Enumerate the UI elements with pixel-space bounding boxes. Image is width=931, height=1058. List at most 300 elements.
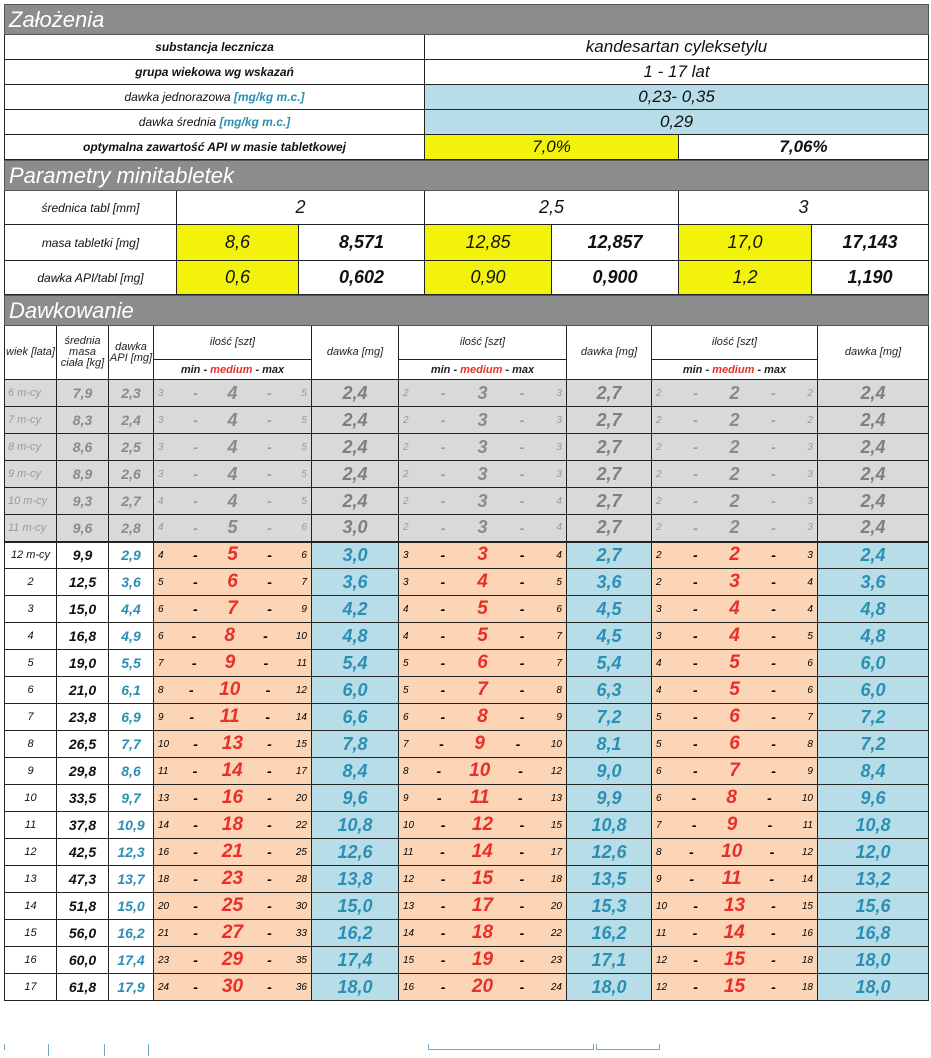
quantity-range-cell: [154, 704, 312, 731]
dash: -: [519, 844, 525, 860]
qty-max: 11: [296, 657, 307, 669]
quantity-range-cell: [399, 434, 567, 461]
table-row: [5, 677, 929, 704]
age-cell: 12 m-cy: [5, 542, 57, 569]
dash: -: [519, 925, 525, 941]
api-dose-cell: 6,9: [109, 704, 154, 731]
qty-min: 10: [403, 819, 415, 831]
qty-min: 16: [403, 981, 415, 993]
quantity-range-cell: [652, 515, 818, 542]
qty-min: 2: [656, 468, 662, 480]
qty-medium: 7: [729, 760, 740, 781]
age-cell: 4: [5, 623, 57, 650]
dose-cell: 8,4: [312, 758, 399, 785]
age-cell: 6 m-cy: [5, 380, 57, 407]
qty-medium: 5: [477, 598, 488, 619]
dosing-sheet: [4, 4, 928, 1030]
dose-cell: 2,7: [567, 515, 652, 542]
qty-min: 14: [158, 819, 170, 831]
dash: -: [267, 925, 272, 941]
qty-medium: 3: [477, 382, 488, 403]
body-mass-cell: 8,3: [57, 407, 109, 434]
body-mass-cell: 7,9: [57, 380, 109, 407]
table-row: [5, 704, 929, 731]
api-dose-cell: 2,7: [109, 488, 154, 515]
dash: -: [693, 601, 698, 617]
quantity-range-cell: [399, 812, 567, 839]
dose-cell: 2,4: [818, 488, 929, 515]
dash: -: [771, 736, 776, 752]
qty-medium: 25: [221, 895, 244, 916]
dash: -: [193, 519, 198, 536]
age-cell: 8 m-cy: [5, 434, 57, 461]
dash: -: [767, 790, 772, 806]
qty-min: 2: [656, 576, 662, 588]
dash: -: [440, 844, 445, 860]
qty-min: 2: [656, 414, 662, 426]
qty-min: 9: [656, 873, 662, 885]
qty-min: 20: [158, 900, 170, 912]
qty-medium: 6: [477, 652, 488, 673]
qty-max: 3: [807, 522, 813, 534]
dose-cell: 9,6: [818, 785, 929, 812]
quantity-range-cell: [154, 866, 312, 893]
quantity-range-cell: [399, 461, 567, 488]
qty-max: 7: [807, 711, 813, 723]
quantity-range-cell: [154, 758, 312, 785]
qty-min: 7: [656, 819, 662, 831]
dash: -: [692, 925, 698, 941]
qty-max: 12: [801, 846, 813, 858]
qty-min: 2: [403, 468, 409, 480]
api-content-label: optymalna zawartość API w masie tabletkowej: [5, 135, 425, 160]
qty-medium: 18: [471, 922, 494, 943]
dose-cell: 2,4: [818, 434, 929, 461]
age-cell: 12: [5, 839, 57, 866]
qty-medium: 10: [469, 760, 491, 781]
dose-cell: 12,6: [567, 839, 652, 866]
body-mass-cell: 47,3: [57, 866, 109, 893]
dash: -: [519, 601, 525, 617]
dash: -: [267, 736, 272, 752]
table-row: [5, 947, 929, 974]
api-dose-cell: 2,8: [109, 515, 154, 542]
qty-min: 7: [403, 738, 409, 750]
dose-cell: 3,6: [312, 569, 399, 596]
qty-medium: 2: [729, 544, 740, 566]
quantity-range-cell: [154, 731, 312, 758]
header-api: dawka API [mg]: [109, 326, 154, 380]
section-assumptions: Założenia: [5, 5, 929, 35]
api-dose-cell: 16,2: [109, 920, 154, 947]
api-dose-cell: 15,0: [109, 893, 154, 920]
body-mass-cell: 8,9: [57, 461, 109, 488]
qty-medium: 20: [471, 976, 494, 997]
qty-max: 6: [556, 603, 562, 615]
substance-value: kandesartan cyleksetylu: [425, 35, 929, 60]
qty-max: 5: [301, 468, 307, 480]
qty-min: 2: [656, 495, 662, 507]
dash: -: [193, 736, 198, 752]
dash: -: [267, 844, 272, 860]
dosing-table: [4, 295, 929, 1001]
qty-medium: 21: [221, 841, 244, 862]
qty-medium: 3: [477, 490, 488, 511]
header-mass: średnia masa ciała [kg]: [57, 326, 109, 380]
qty-max: 11: [802, 819, 813, 831]
dose-cell: 3,6: [818, 569, 929, 596]
qty-min: 5: [158, 576, 164, 588]
qty-min: 5: [403, 684, 409, 696]
qty-medium: 30: [221, 976, 244, 997]
qty-medium: 11: [721, 868, 742, 889]
dose-cell: 2,4: [818, 542, 929, 569]
qty-min: 3: [403, 576, 409, 588]
qty-medium: 3: [477, 517, 488, 538]
dash: -: [519, 709, 525, 725]
age-group-value: 1 - 17 lat: [425, 60, 929, 85]
table-row: [5, 380, 929, 407]
dash: -: [193, 601, 198, 617]
quantity-range-cell: [399, 866, 567, 893]
quantity-range-cell: [652, 677, 818, 704]
age-cell: 6: [5, 677, 57, 704]
qty-max: 3: [807, 441, 813, 453]
header-range: min - medium - max: [154, 360, 312, 380]
body-mass-cell: 61,8: [57, 974, 109, 1001]
body-mass-cell: 8,6: [57, 434, 109, 461]
age-cell: 9: [5, 758, 57, 785]
qty-medium: 2: [729, 409, 740, 430]
dash: -: [519, 519, 525, 536]
age-cell: 7 m-cy: [5, 407, 57, 434]
qty-medium: 14: [221, 760, 243, 781]
qty-medium: 4: [729, 625, 740, 646]
dash: -: [519, 493, 525, 509]
dose-cell: 10,8: [567, 812, 652, 839]
dash: -: [519, 952, 525, 968]
qty-medium: 6: [729, 733, 740, 754]
qty-max: 10: [801, 792, 813, 804]
qty-max: 23: [550, 954, 562, 966]
qty-medium: 9: [474, 733, 485, 754]
dash: -: [440, 952, 446, 968]
qty-min: 18: [158, 873, 170, 885]
dose-cell: 3,0: [312, 542, 399, 569]
quantity-range-cell: [399, 731, 567, 758]
dash: -: [189, 709, 195, 725]
api-dose-calculated: 0,900: [552, 261, 679, 295]
quantity-range-cell: [652, 812, 818, 839]
section-parameters: Parametry minitabletek: [5, 161, 929, 191]
api-dose-cell: 8,6: [109, 758, 154, 785]
qty-max: 18: [801, 954, 813, 966]
api-dose-cell: 9,7: [109, 785, 154, 812]
quantity-range-cell: [652, 785, 818, 812]
dash: -: [193, 493, 198, 509]
header-qty: ilość [szt]: [399, 326, 567, 360]
dash: -: [267, 385, 272, 401]
diameter-2-5: 2,5: [425, 191, 679, 225]
qty-min: 3: [403, 549, 409, 561]
qty-max: 20: [550, 900, 562, 912]
qty-max: 33: [295, 927, 307, 939]
quantity-range-cell: [154, 974, 312, 1001]
dash: -: [771, 601, 776, 617]
dose-cell: 2,7: [567, 380, 652, 407]
dash: -: [436, 790, 442, 806]
quantity-range-cell: [652, 434, 818, 461]
qty-medium: 3: [477, 463, 488, 484]
diameter-3: 3: [679, 191, 929, 225]
qty-max: 15: [295, 738, 307, 750]
qty-medium: 5: [729, 652, 740, 673]
dose-cell: 7,2: [818, 731, 929, 758]
dose-cell: 15,6: [818, 893, 929, 920]
qty-medium: 7: [477, 679, 488, 700]
qty-medium: 10: [721, 841, 743, 862]
dose-cell: 10,8: [312, 812, 399, 839]
qty-max: 10: [550, 738, 562, 750]
qty-min: 3: [158, 387, 164, 399]
qty-max: 16: [801, 927, 813, 939]
dash: -: [689, 844, 694, 860]
dash: -: [263, 655, 269, 671]
dash: -: [771, 547, 776, 564]
body-mass-cell: 19,0: [57, 650, 109, 677]
quantity-range-cell: [652, 839, 818, 866]
body-mass-cell: 9,3: [57, 488, 109, 515]
dose-cell: 6,6: [312, 704, 399, 731]
api-dose-cell: 2,3: [109, 380, 154, 407]
dash: -: [193, 817, 198, 833]
dash: -: [267, 547, 272, 564]
qty-max: 4: [556, 522, 562, 534]
table-row: [5, 488, 929, 515]
dash: -: [693, 709, 698, 725]
dash: -: [693, 466, 698, 482]
qty-min: 3: [656, 630, 662, 642]
body-mass-cell: 9,6: [57, 515, 109, 542]
qty-medium: 17: [471, 895, 494, 916]
section-dosing: Dawkowanie: [5, 296, 929, 326]
table-row: [5, 785, 929, 812]
qty-medium: 5: [227, 517, 238, 538]
header-age: wiek [lata]: [5, 326, 57, 380]
qty-max: 28: [295, 873, 307, 885]
dash: -: [440, 682, 446, 698]
dash: -: [440, 628, 446, 644]
qty-max: 15: [550, 819, 562, 831]
substance-label: substancja lecznicza: [5, 35, 425, 60]
quantity-range-cell: [652, 731, 818, 758]
qty-min: 6: [403, 711, 409, 723]
qty-medium: 18: [221, 814, 244, 835]
dash: -: [440, 898, 446, 914]
qty-medium: 4: [227, 382, 238, 403]
quantity-range-cell: [154, 893, 312, 920]
dose-cell: 18,0: [567, 974, 652, 1001]
dose-cell: 12,6: [312, 839, 399, 866]
qty-max: 35: [295, 954, 307, 966]
qty-min: 4: [158, 549, 164, 561]
dash: -: [771, 709, 776, 725]
qty-max: 9: [556, 711, 562, 723]
body-mass-cell: 26,5: [57, 731, 109, 758]
qty-max: 5: [301, 414, 307, 426]
dash: -: [517, 790, 523, 806]
qty-max: 6: [807, 657, 813, 669]
qty-medium: 13: [723, 895, 746, 916]
qty-max: 5: [807, 630, 813, 642]
quantity-range-cell: [399, 488, 567, 515]
dose-cell: 6,0: [818, 650, 929, 677]
dose-cell: 7,8: [312, 731, 399, 758]
age-group-label: grupa wiekowa wg wskazań: [5, 60, 425, 85]
quantity-range-cell: [652, 947, 818, 974]
qty-medium: 9: [224, 652, 236, 673]
dash: -: [771, 952, 776, 968]
dash: -: [519, 574, 525, 590]
tablet-mass-label: masa tabletki [mg]: [5, 225, 177, 261]
qty-min: 2: [403, 441, 409, 453]
qty-min: 12: [656, 981, 668, 993]
dash: -: [267, 790, 272, 806]
dash: -: [693, 439, 698, 455]
api-dose-cell: 2,4: [109, 407, 154, 434]
dash: -: [519, 385, 525, 401]
quantity-range-cell: [154, 839, 312, 866]
age-cell: 5: [5, 650, 57, 677]
dose-cell: 2,4: [312, 461, 399, 488]
table-row: [5, 569, 929, 596]
quantity-range-cell: [652, 650, 818, 677]
dose-cell: 2,4: [312, 407, 399, 434]
dose-cell: 18,0: [818, 947, 929, 974]
qty-medium: 15: [471, 868, 494, 889]
qty-max: 9: [807, 765, 813, 777]
dose-cell: 4,8: [818, 623, 929, 650]
qty-min: 5: [656, 738, 662, 750]
quantity-range-cell: [399, 407, 567, 434]
dash: -: [267, 519, 272, 536]
dash: -: [267, 898, 272, 914]
qty-min: 12: [656, 954, 668, 966]
qty-medium: 27: [221, 922, 244, 943]
qty-min: 2: [656, 441, 662, 453]
quantity-range-cell: [399, 974, 567, 1001]
single-dose-value: 0,23- 0,35: [425, 85, 929, 110]
dash: -: [440, 412, 446, 428]
dash: -: [771, 439, 776, 455]
table-row: [5, 731, 929, 758]
qty-medium: 4: [729, 598, 740, 619]
mean-dose-label: dawka średnia [mg/kg m.c.]: [5, 110, 425, 135]
age-cell: 17: [5, 974, 57, 1001]
dose-cell: 17,4: [312, 947, 399, 974]
qty-medium: 15: [723, 949, 746, 970]
dash: -: [518, 763, 523, 779]
qty-medium: 2: [729, 517, 740, 538]
quantity-range-cell: [399, 515, 567, 542]
qty-min: 6: [656, 792, 662, 804]
qty-min: 9: [403, 792, 409, 804]
qty-min: 4: [656, 684, 662, 696]
qty-min: 4: [403, 630, 409, 642]
table-row: [5, 839, 929, 866]
dash: -: [693, 898, 698, 914]
dose-cell: 16,2: [312, 920, 399, 947]
bracket-mark: [4, 1044, 48, 1050]
quantity-range-cell: [399, 569, 567, 596]
dash: -: [519, 547, 525, 564]
dash: -: [693, 628, 698, 644]
api-dose-calculated: 0,602: [299, 261, 425, 295]
api-dose-cell: 6,1: [109, 677, 154, 704]
dose-cell: 15,0: [312, 893, 399, 920]
qty-max: 3: [807, 549, 813, 561]
tablet-mass-calculated: 12,857: [552, 225, 679, 261]
qty-max: 3: [807, 495, 813, 507]
dash: -: [193, 871, 198, 887]
body-mass-cell: 33,5: [57, 785, 109, 812]
qty-max: 24: [550, 981, 562, 993]
dash: -: [193, 898, 198, 914]
api-dose-cell: 4,4: [109, 596, 154, 623]
qty-min: 6: [656, 765, 662, 777]
quantity-range-cell: [399, 785, 567, 812]
quantity-range-cell: [652, 542, 818, 569]
api-dose-cell: 12,3: [109, 839, 154, 866]
dash: -: [265, 709, 271, 725]
quantity-range-cell: [652, 407, 818, 434]
dash: -: [693, 385, 698, 401]
qty-max: 4: [807, 576, 813, 588]
qty-max: 5: [301, 495, 307, 507]
qty-max: 5: [301, 441, 307, 453]
dose-cell: 7,2: [818, 704, 929, 731]
qty-min: 3: [656, 603, 662, 615]
dose-cell: 3,0: [312, 515, 399, 542]
body-mass-cell: 9,9: [57, 542, 109, 569]
dash: -: [440, 466, 446, 482]
dash: -: [192, 763, 198, 779]
dash: -: [267, 979, 272, 995]
qty-min: 3: [158, 468, 164, 480]
header-range: min - medium - max: [652, 360, 818, 380]
quantity-range-cell: [154, 569, 312, 596]
quantity-range-cell: [154, 677, 312, 704]
dash: -: [767, 817, 773, 833]
quantity-range-cell: [154, 380, 312, 407]
qty-min: 16: [158, 846, 170, 858]
qty-max: 3: [556, 387, 562, 399]
qty-medium: 4: [227, 436, 238, 457]
qty-medium: 8: [224, 625, 235, 646]
qty-medium: 12: [471, 814, 494, 835]
dose-cell: 2,4: [818, 407, 929, 434]
age-cell: 11: [5, 812, 57, 839]
dash: -: [440, 385, 446, 401]
api-dose-value: 1,2: [679, 261, 812, 295]
qty-min: 11: [656, 927, 667, 939]
dash: -: [193, 466, 198, 482]
dash: -: [440, 979, 446, 995]
qty-medium: 3: [477, 544, 488, 566]
api-dose-cell: 7,7: [109, 731, 154, 758]
dose-cell: 2,4: [818, 515, 929, 542]
dash: -: [193, 412, 198, 428]
